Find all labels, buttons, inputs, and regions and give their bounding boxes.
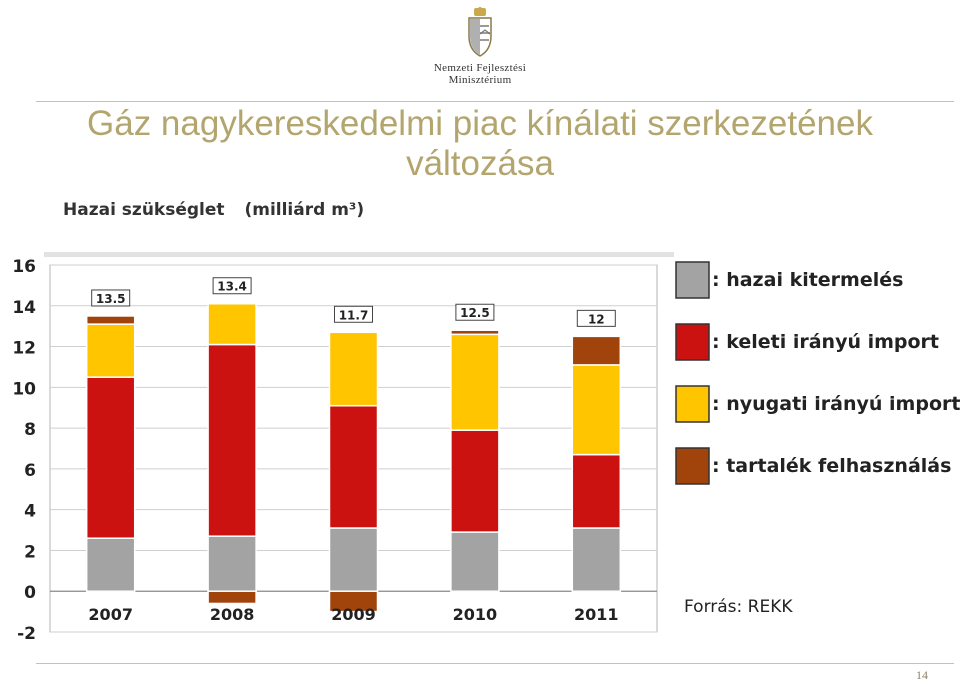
total-label: 12.5 bbox=[460, 306, 490, 321]
x-tick-label: 2007 bbox=[88, 605, 133, 624]
bar-segment bbox=[208, 304, 256, 345]
y-tick-label: 4 bbox=[24, 501, 36, 522]
legend-swatch bbox=[676, 448, 709, 484]
chart-unit: (milliárd m³) bbox=[244, 200, 365, 220]
y-tick-label: 16 bbox=[12, 257, 36, 277]
bar-segment bbox=[208, 536, 256, 591]
bar-segment bbox=[330, 528, 378, 591]
y-tick-label: 12 bbox=[12, 338, 36, 359]
legend-swatch bbox=[676, 386, 709, 422]
bar-segment bbox=[87, 377, 135, 538]
coat-of-arms-icon bbox=[465, 6, 495, 58]
bar-segment bbox=[208, 591, 256, 603]
logo-text-line2: Minisztérium bbox=[448, 74, 512, 86]
total-label: 13.4 bbox=[217, 279, 247, 294]
x-tick-label: 2008 bbox=[209, 605, 255, 624]
legend-label: : nyugati irányú import bbox=[712, 393, 960, 415]
bar-segment bbox=[87, 324, 135, 377]
stacked-bar-chart bbox=[0, 240, 960, 660]
y-tick-label: 10 bbox=[12, 379, 36, 400]
source-note: Forrás: REKK bbox=[684, 597, 793, 617]
page-number: 14 bbox=[916, 668, 928, 682]
chart-frame-top bbox=[44, 252, 674, 257]
bar-segment bbox=[330, 406, 378, 528]
legend-label: : keleti irányú import bbox=[712, 331, 940, 353]
total-label: 13.5 bbox=[95, 291, 126, 306]
y-tick-label: -2 bbox=[17, 624, 36, 644]
top-divider bbox=[36, 101, 954, 102]
y-tick-label: 6 bbox=[24, 460, 36, 481]
total-label: 11.7 bbox=[338, 308, 369, 323]
legend-swatch bbox=[676, 262, 709, 298]
legend-swatch bbox=[676, 324, 709, 360]
y-tick-label: 0 bbox=[24, 583, 36, 604]
bar-segment bbox=[451, 430, 499, 532]
x-tick-label: 2011 bbox=[574, 605, 619, 624]
bar-segment bbox=[572, 365, 620, 455]
bar-segment bbox=[451, 334, 499, 430]
x-tick-label: 2009 bbox=[331, 605, 376, 624]
bar-segment bbox=[87, 538, 135, 591]
y-tick-label: 8 bbox=[24, 420, 36, 441]
bar-segment bbox=[330, 332, 378, 405]
bar-segment bbox=[572, 336, 620, 365]
chart-title-group bbox=[63, 200, 364, 220]
bar-segment bbox=[572, 528, 620, 591]
bar-segment bbox=[572, 455, 620, 528]
chart-title: Hazai szükséglet bbox=[63, 200, 225, 220]
legend-label: : tartalék felhasználás bbox=[712, 455, 952, 477]
y-tick-label: 2 bbox=[24, 542, 36, 563]
y-tick-label: 14 bbox=[12, 297, 36, 318]
bar-segment bbox=[451, 532, 499, 591]
bar-segment bbox=[87, 316, 135, 324]
legend-label: : hazai kitermelés bbox=[712, 269, 904, 291]
bar-segment bbox=[208, 345, 256, 537]
x-tick-label: 2010 bbox=[452, 605, 498, 624]
total-label: 12 bbox=[587, 312, 605, 327]
bar-segment bbox=[451, 330, 499, 334]
bottom-divider bbox=[36, 663, 954, 664]
logo-text-line1: Nemzeti Fejlesztési bbox=[433, 62, 527, 74]
ministry-logo bbox=[420, 6, 540, 92]
page-title: Gáz nagykereskedelmi piac kínálati szerkezetének változása bbox=[87, 104, 873, 183]
